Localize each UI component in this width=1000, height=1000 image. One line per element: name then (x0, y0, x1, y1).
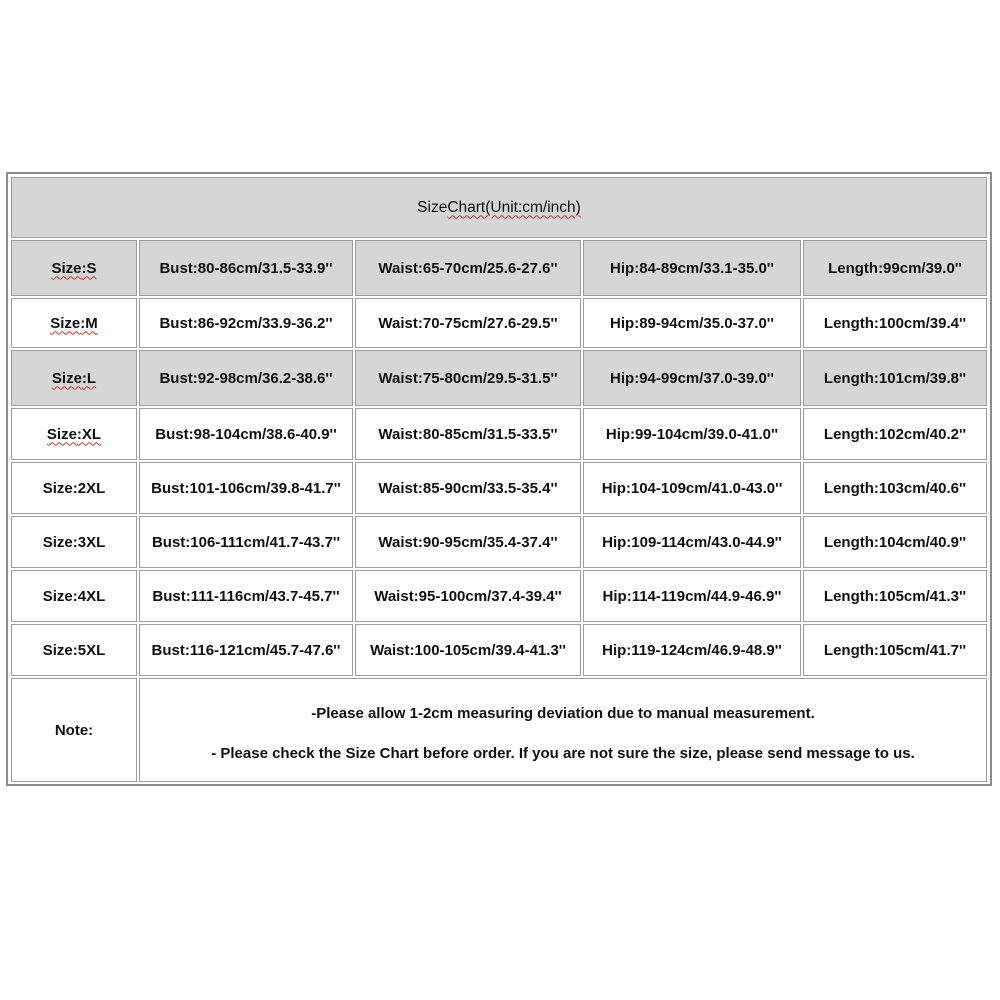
bust-cell-4xl: Bust:111-116cm/43.7-45.7'' (139, 570, 353, 622)
bust-cell-m: Bust:86-92cm/33.9-36.2'' (139, 298, 353, 348)
size-cell-2xl: Size :2XL (11, 462, 137, 514)
note-line-1: -Please allow 1-2cm measuring deviation due to manual measurement. (311, 704, 815, 722)
size-cell-3xl: Size :3XL (11, 516, 137, 568)
hip-cell-s: Hip:84-89cm/33.1-35.0'' (583, 240, 801, 296)
bust-cell-5xl: Bust:116-121cm/45.7-47.6'' (139, 624, 353, 676)
length-cell-m: Length:100cm/39.4'' (803, 298, 987, 348)
waist-cell-s: Waist:65-70cm/25.6-27.6'' (355, 240, 581, 296)
waist-cell-4xl: Waist:95-100cm/37.4-39.4'' (355, 570, 581, 622)
size-cell-xl: Size :XL (11, 408, 137, 460)
note-label: Note: (11, 678, 137, 782)
size-cell-m: Size :M (11, 298, 137, 348)
waist-cell-m: Waist:70-75cm/27.6-29.5'' (355, 298, 581, 348)
size-chart-table (6, 172, 992, 786)
size-cell-4xl: Size :4XL (11, 570, 137, 622)
hip-cell-4xl: Hip:114-119cm/44.9-46.9'' (583, 570, 801, 622)
hip-cell-l: Hip:94-99cm/37.0-39.0'' (583, 350, 801, 406)
bust-cell-2xl: Bust:101-106cm/39.8-41.7'' (139, 462, 353, 514)
length-cell-5xl: Length:105cm/41.7'' (803, 624, 987, 676)
waist-cell-5xl: Waist:100-105cm/39.4-41.3'' (355, 624, 581, 676)
hip-cell-5xl: Hip:119-124cm/46.9-48.9'' (583, 624, 801, 676)
hip-cell-xl: Hip:99-104cm/39.0-41.0'' (583, 408, 801, 460)
hip-cell-m: Hip:89-94cm/35.0-37.0'' (583, 298, 801, 348)
size-cell-l: Size :L (11, 350, 137, 406)
note-content (139, 678, 987, 782)
waist-cell-xl: Waist:80-85cm/31.5-33.5'' (355, 408, 581, 460)
length-cell-3xl: Length:104cm/40.9'' (803, 516, 987, 568)
waist-cell-3xl: Waist:90-95cm/35.4-37.4'' (355, 516, 581, 568)
length-cell-4xl: Length:105cm/41.3'' (803, 570, 987, 622)
length-cell-2xl: Length:103cm/40.6'' (803, 462, 987, 514)
title-main: Chart(Unit:cm/inch) (447, 198, 581, 216)
length-cell-l: Length:101cm/39.8'' (803, 350, 987, 406)
waist-cell-l: Waist:75-80cm/29.5-31.5'' (355, 350, 581, 406)
note-line-2: - Please check the Size Chart before order. If you are not sure the size, please send message to us. (211, 744, 915, 762)
bust-cell-3xl: Bust:106-111cm/41.7-43.7'' (139, 516, 353, 568)
waist-cell-2xl: Waist:85-90cm/33.5-35.4'' (355, 462, 581, 514)
size-cell-s: Size :S (11, 240, 137, 296)
table-title (11, 177, 987, 238)
length-cell-s: Length:99cm/39.0'' (803, 240, 987, 296)
bust-cell-l: Bust:92-98cm/36.2-38.6'' (139, 350, 353, 406)
bust-cell-s: Bust:80-86cm/31.5-33.9'' (139, 240, 353, 296)
hip-cell-3xl: Hip:109-114cm/43.0-44.9'' (583, 516, 801, 568)
length-cell-xl: Length:102cm/40.2'' (803, 408, 987, 460)
size-cell-5xl: Size :5XL (11, 624, 137, 676)
hip-cell-2xl: Hip:104-109cm/41.0-43.0'' (583, 462, 801, 514)
bust-cell-xl: Bust:98-104cm/38.6-40.9'' (139, 408, 353, 460)
title-prefix: Size (417, 198, 448, 216)
